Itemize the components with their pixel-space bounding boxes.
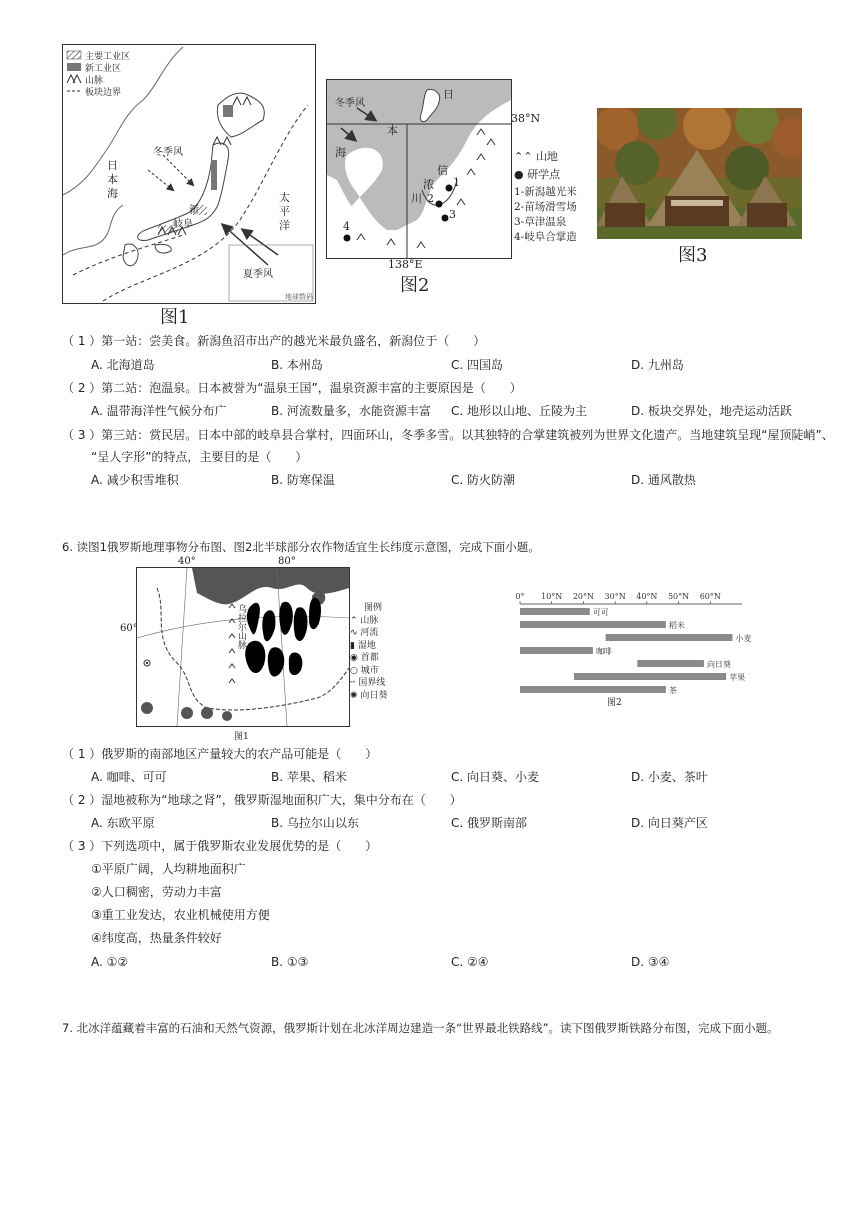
crop-range-bar <box>637 660 704 667</box>
legend-wetland-label: 湿地 <box>357 640 376 651</box>
q6-2-option-b[interactable]: B. 乌拉尔山以东 <box>271 816 359 830</box>
legend-city-label: 城市 <box>360 665 379 676</box>
marker-1: 1 <box>453 176 460 189</box>
legend-industrial: 主要工业区 <box>85 52 131 62</box>
wetland-icon: ▮ <box>350 640 358 651</box>
q5-2-option-c[interactable]: C. 地形以山地、丘陵为主 <box>451 404 588 418</box>
crop-range-bar <box>520 647 593 654</box>
x-tick-label: 0° <box>515 592 525 601</box>
watermark: 地球数码 <box>285 293 313 301</box>
point-2-label: 2-苗场滑雪场 <box>514 201 577 213</box>
q5-1-option-d[interactable]: D. 九州岛 <box>631 358 684 372</box>
marker-2: 2 <box>427 192 434 205</box>
crop-range-bar <box>606 634 733 641</box>
legend-mountain: 山脉 <box>85 76 104 86</box>
capital-icon: ◉ <box>350 653 361 663</box>
legend-capital-row <box>350 652 410 665</box>
summer-wind-label: 夏季风 <box>243 269 273 280</box>
point-1-label: 1-新潟越光米 <box>514 186 577 198</box>
lat-60-label: 60° <box>120 623 138 634</box>
lon-40-label: 40° <box>178 556 196 567</box>
lat-label: 38°N <box>511 112 541 125</box>
q6-1-option-c[interactable]: C. 向日葵、小麦 <box>451 770 540 784</box>
mountain-icon: ⌃⌃ <box>514 150 536 163</box>
x-tick-label: 10°N <box>541 592 563 601</box>
legend-point-label: 研学点 <box>527 168 561 181</box>
q5-1-option-b[interactable]: B. 本州岛 <box>271 358 323 372</box>
legend-sunflower-row <box>350 690 410 703</box>
crop-latitude-chart <box>512 588 752 708</box>
q5-3-stem-line2: “呈人字形”的特点，主要目的是（ ） <box>91 450 308 464</box>
q6-3-item-2: ②人口稠密，劳动力丰富 <box>91 885 222 899</box>
ural-label: 乌拉尔山脉 <box>236 604 246 649</box>
q6-2-option-a[interactable]: A. 东欧平原 <box>91 816 155 830</box>
winter-wind-label: 冬季风 <box>335 98 365 109</box>
q6-2-stem: （ 2 ）湿地被称为“地球之肾”，俄罗斯湿地面积广大，集中分布在（ ） <box>62 793 462 807</box>
q7-intro: 7. 北冰洋蕴藏着丰富的石油和天然气资源，俄罗斯计划在北冰洋周边建造一条“世界最北铁路线”。读下图俄罗斯铁路分布图，完成下面小题。 <box>62 1021 779 1035</box>
x-tick-label: 20°N <box>572 592 595 601</box>
legend-wetland-row <box>350 640 410 653</box>
q5-2-stem: （ 2 ）第二站：泡温泉。日本被誉为“温泉王国”，温泉资源丰富的主要原因是（ ） <box>62 381 522 395</box>
sea-of-japan-label-2: 本 <box>107 173 118 186</box>
fig3-photo <box>597 108 802 239</box>
sea-label: 海 <box>335 146 346 159</box>
marker-4: 4 <box>343 220 350 233</box>
legend-title: 图例 <box>364 603 383 613</box>
fig1-caption: 图1 <box>160 307 190 328</box>
legend-border-row <box>350 677 410 690</box>
point-4-label: 4-岐阜合掌造 <box>514 231 577 243</box>
legend-plate-boundary: 板块边界 <box>85 88 122 98</box>
marker-3: 3 <box>449 208 456 221</box>
q6-2-option-c[interactable]: C. 俄罗斯南部 <box>451 816 528 830</box>
q6-1-option-d[interactable]: D. 小麦、茶叶 <box>631 770 708 784</box>
sunflower-icon: ✺ <box>350 690 361 701</box>
nong-label: 浓 <box>423 178 434 191</box>
q5-3-option-b[interactable]: B. 防寒保温 <box>271 473 335 487</box>
fig2-legend <box>514 148 596 244</box>
crop-label: 向日葵 <box>706 660 731 669</box>
lon-label: 138°E <box>388 258 423 271</box>
russia-map-caption: 图1 <box>234 732 249 742</box>
q6-intro: 6. 读图1俄罗斯地理事物分布图、图2北半球部分农作物适宜生长纬度示意图，完成下面小题。 <box>62 540 540 554</box>
q6-3-option-a[interactable]: A. ①② <box>91 955 129 969</box>
crop-label: 咖啡 <box>595 647 612 656</box>
q6-3-item-3: ③重工业发达，农业机械使用方便 <box>91 908 270 922</box>
q5-1-option-a[interactable]: A. 北海道岛 <box>91 358 155 372</box>
q6-1-option-a[interactable]: A. 咖啡、可可 <box>91 770 167 784</box>
legend-mountain-label: 山地 <box>535 150 558 163</box>
fig1-japan-map <box>62 44 316 304</box>
border-icon: ╌ <box>350 678 359 688</box>
crop-label: 苹果 <box>729 673 746 682</box>
q5-3-option-a[interactable]: A. 减少积雪堆积 <box>91 473 179 487</box>
legend-mountain-label: 山脉 <box>360 615 379 626</box>
crop-range-bar <box>574 673 726 680</box>
river-icon: ∿ <box>350 628 361 638</box>
pacific-label-1: 太 <box>279 191 290 204</box>
q5-3-stem-line1: （ 3 ）第三站：赏民居。日本中部的岐阜县合掌村，四面环山，冬季多雪。以其独特的合掌建筑被列为世界文化遗产。当地建筑呈现“屋顶陡峭”、 <box>62 428 834 442</box>
city-icon: ○ <box>350 665 361 676</box>
ben-label: 本 <box>387 124 398 137</box>
lon-80-label: 80° <box>278 556 296 567</box>
pacific-label-2: 平 <box>279 205 290 218</box>
q5-2-option-a[interactable]: A. 温带海洋性气候分布广 <box>91 404 227 418</box>
q6-2-option-d[interactable]: D. 向日葵产区 <box>631 816 708 830</box>
q6-3-stem: （ 3 ）下列选项中，属于俄罗斯农业发展优势的是（ ） <box>62 839 378 853</box>
crop-range-bar <box>520 608 590 615</box>
legend-new-industrial: 新工业区 <box>85 64 122 74</box>
sea-of-japan-label-3: 海 <box>107 187 118 200</box>
legend-mountain-row <box>514 148 596 166</box>
fig3-caption: 图3 <box>678 245 708 266</box>
ri-label: 日 <box>443 88 454 101</box>
legend-river-row <box>350 627 410 640</box>
point-3-label: 3-草津温泉 <box>514 216 567 228</box>
russia-map-legend <box>350 602 410 702</box>
crop-label: 可可 <box>592 608 609 617</box>
x-tick-label: 60°N <box>699 592 721 601</box>
q6-1-stem: （ 1 ）俄罗斯的南部地区产量较大的农产品可能是（ ） <box>62 747 378 761</box>
niigata-label: 新 <box>189 205 199 216</box>
q6-3-item-4: ④纬度高，热量条件较好 <box>91 931 222 945</box>
gifu-label: 岐阜 <box>173 219 193 230</box>
dot-icon: ● <box>514 168 524 181</box>
x-tick-label: 50°N <box>667 592 690 601</box>
crop-range-bar <box>520 686 666 693</box>
legend-sunflower-label: 向日葵 <box>360 690 388 701</box>
fig2-caption: 图2 <box>400 275 430 296</box>
q6-1-option-b[interactable]: B. 苹果、稻米 <box>271 770 347 784</box>
legend-capital-label: 首都 <box>360 653 379 663</box>
q6-3-option-c[interactable]: C. ②④ <box>451 955 489 969</box>
legend-border-label: 国界线 <box>358 678 386 688</box>
q5-3-option-c[interactable]: C. 防火防潮 <box>451 473 516 487</box>
q5-1-option-c[interactable]: C. 四国岛 <box>451 358 504 372</box>
q5-2-option-d[interactable]: D. 板块交界处，地壳运动活跃 <box>631 404 792 418</box>
crop-label: 小麦 <box>735 634 752 643</box>
q6-russia-map <box>136 567 350 727</box>
crop-label: 茶 <box>668 686 677 695</box>
gassho-house-photo <box>597 108 802 239</box>
crop-range-bar <box>520 621 666 628</box>
x-tick-label: 40°N <box>636 592 658 601</box>
q5-3-option-d[interactable]: D. 通风散热 <box>631 473 696 487</box>
pacific-label-3: 洋 <box>279 219 290 232</box>
legend-point-row <box>514 166 596 184</box>
chuan-label: 川 <box>411 192 422 205</box>
q6-3-option-b[interactable]: B. ①③ <box>271 955 309 969</box>
sea-of-japan-label-1: 日 <box>107 159 118 172</box>
legend-city-row <box>350 665 410 678</box>
legend-river-label: 河流 <box>360 628 379 638</box>
crop-chart-caption: 图2 <box>607 698 622 708</box>
q6-3-item-1: ①平原广阔，人均耕地面积广 <box>91 862 246 876</box>
fig2-region-map <box>326 79 512 259</box>
x-tick-label: 30°N <box>604 592 626 601</box>
q6-3-option-d[interactable]: D. ③④ <box>631 955 670 969</box>
xin-label: 信 <box>437 164 448 177</box>
crop-label: 稻米 <box>668 621 685 630</box>
q5-2-option-b[interactable]: B. 河流数量多，水能资源丰富 <box>271 404 431 418</box>
mountain-icon: ⌃ <box>350 615 361 626</box>
q5-1-stem: （ 1 ）第一站：尝美食。新潟鱼沼市出产的越光米最负盛名，新潟位于（ ） <box>62 334 486 348</box>
winter-wind-label: 冬季风 <box>153 147 183 158</box>
legend-mountain-row <box>350 615 410 628</box>
